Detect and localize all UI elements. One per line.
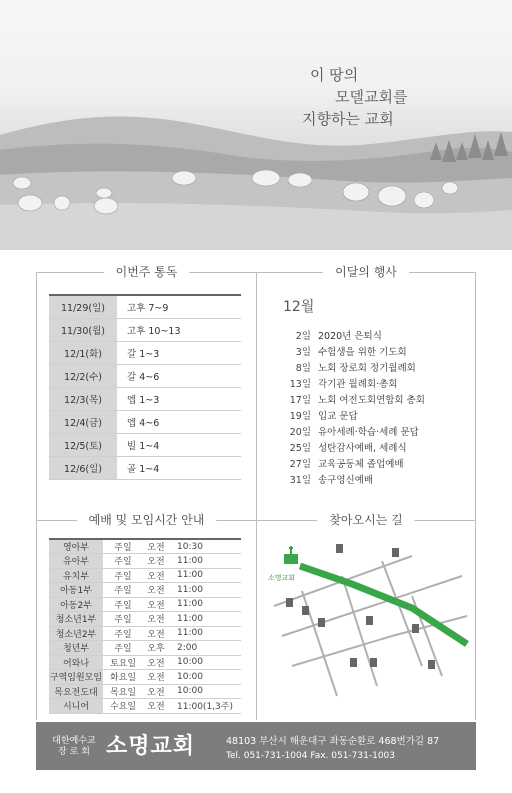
- reading-title: 이번주 통독: [104, 263, 190, 280]
- reading-text: 엡 4~6: [117, 410, 241, 433]
- tagline-line-1: 이 땅의: [310, 66, 359, 84]
- table-row: [49, 539, 241, 554]
- list-item: [268, 377, 468, 393]
- list-item: [268, 457, 468, 473]
- map-drawing: [262, 536, 472, 702]
- worship-name: 유치부: [49, 568, 103, 583]
- events-title: 이달의 행사: [323, 263, 409, 280]
- tagline-line-3: 지향하는 교회: [302, 110, 394, 128]
- reading-date: 12/4(금): [49, 410, 117, 433]
- worship-ampm: 오전: [143, 539, 169, 554]
- worship-ampm: 오후: [143, 641, 169, 656]
- worship-ampm: 오전: [143, 699, 169, 714]
- event-text: 수험생을 위한 기도회: [318, 347, 407, 358]
- worship-time: 10:30: [169, 539, 241, 554]
- table-row: [49, 318, 241, 341]
- worship-time: 11:00(1,3주): [169, 699, 241, 714]
- denomination-line-2: 장 로 회: [58, 747, 90, 757]
- church-address: 48103 부산시 해운대구 좌동순환로 468번가길 87: [226, 736, 440, 747]
- event-day: 31일: [289, 475, 311, 486]
- footer-bar: [36, 722, 476, 770]
- table-row: [49, 583, 241, 598]
- worship-ampm: 오전: [143, 554, 169, 569]
- list-item: [268, 473, 468, 489]
- event-text: 송구영신예배: [318, 475, 374, 486]
- event-day: 3일: [295, 347, 311, 358]
- event-text: 각기관 월례회·총회: [318, 379, 398, 390]
- reading-date: 11/30(월): [49, 318, 117, 341]
- worship-ampm: 오전: [143, 597, 169, 612]
- church-phone: Tel. 051-731-1004 Fax. 051-731-1003: [226, 751, 396, 761]
- map-title: 찾아오시는 길: [317, 511, 414, 528]
- reading-date: 12/5(토): [49, 433, 117, 456]
- worship-time: 11:00: [169, 612, 241, 627]
- table-row: [49, 684, 241, 699]
- table-row: [49, 295, 241, 318]
- denomination: [50, 736, 98, 758]
- reading-text: 고후 10~13: [117, 318, 241, 341]
- list-item: [268, 393, 468, 409]
- worship-time: 11:00: [169, 597, 241, 612]
- worship-day: 주일: [103, 554, 143, 569]
- worship-ampm: 오전: [143, 583, 169, 598]
- worship-day: 수요일: [103, 699, 143, 714]
- list-item: [268, 409, 468, 425]
- worship-day: 목요일: [103, 684, 143, 699]
- location-map: [262, 536, 472, 702]
- worship-name: 유아부: [49, 554, 103, 569]
- table-row: [49, 641, 241, 656]
- worship-time: 2:00: [169, 641, 241, 656]
- events-month: 12월: [283, 299, 315, 315]
- worship-day: 주일: [103, 583, 143, 598]
- worship-ampm: 오전: [143, 684, 169, 699]
- reading-date: 11/29(일): [49, 295, 117, 318]
- event-day: 19일: [289, 411, 311, 422]
- worship-name: 목요전도대: [49, 684, 103, 699]
- event-day: 17일: [289, 395, 311, 406]
- worship-name: 아동1부: [49, 583, 103, 598]
- worship-name: 어와나: [49, 655, 103, 670]
- table-row: [49, 568, 241, 583]
- table-row: [49, 364, 241, 387]
- event-text: 노회 여전도회연합회 총회: [318, 395, 425, 406]
- table-row: [49, 597, 241, 612]
- worship-time: 11:00: [169, 554, 241, 569]
- worship-day: 토요일: [103, 655, 143, 670]
- worship-time: 10:00: [169, 655, 241, 670]
- main-road: [300, 566, 467, 644]
- table-row: [49, 699, 241, 714]
- list-item: [268, 441, 468, 457]
- table-row: [49, 655, 241, 670]
- table-row: [49, 456, 241, 479]
- worship-time: 10:00: [169, 684, 241, 699]
- events-list: [268, 329, 468, 489]
- reading-text: 고후 7~9: [117, 295, 241, 318]
- event-text: 2020년 은퇴식: [318, 331, 382, 342]
- worship-day: 주일: [103, 597, 143, 612]
- event-text: 입교 문답: [318, 411, 358, 422]
- pasture-illustration: [0, 0, 512, 250]
- table-row: [49, 341, 241, 364]
- reading-text: 빌 1~4: [117, 433, 241, 456]
- worship-table: [49, 538, 241, 714]
- worship-ampm: 오전: [143, 612, 169, 627]
- list-item: [268, 361, 468, 377]
- reading-text: 갈 1~3: [117, 341, 241, 364]
- table-row: [49, 433, 241, 456]
- worship-name: 청소년2부: [49, 626, 103, 641]
- worship-day: 화요일: [103, 670, 143, 685]
- event-text: 교육공동체 졸업예배: [318, 459, 404, 470]
- reading-date: 12/1(화): [49, 341, 117, 364]
- event-day: 25일: [289, 443, 311, 454]
- worship-time: 10:00: [169, 670, 241, 685]
- worship-title: 예배 및 모임시간 안내: [77, 511, 217, 528]
- reading-date: 12/6(일): [49, 456, 117, 479]
- reading-text: 엡 1~3: [117, 387, 241, 410]
- worship-ampm: 오전: [143, 626, 169, 641]
- worship-ampm: 오전: [143, 670, 169, 685]
- worship-day: 주일: [103, 539, 143, 554]
- event-text: 유아세례·학습·세례 문답: [318, 427, 419, 438]
- list-item: [268, 345, 468, 361]
- reading-table: [49, 294, 241, 480]
- table-row: [49, 626, 241, 641]
- church-marker: [284, 546, 298, 564]
- worship-time: 11:00: [169, 583, 241, 598]
- tagline: [300, 64, 407, 130]
- worship-name: 영아부: [49, 539, 103, 554]
- reading-text: 골 1~4: [117, 456, 241, 479]
- worship-day: 주일: [103, 626, 143, 641]
- church-name: 소명교회: [106, 734, 196, 759]
- event-day: 13일: [289, 379, 311, 390]
- table-row: [49, 554, 241, 569]
- event-day: 8일: [295, 363, 311, 374]
- worship-name: 청소년1부: [49, 612, 103, 627]
- worship-ampm: 오전: [143, 568, 169, 583]
- worship-name: 청년부: [49, 641, 103, 656]
- event-text: 성탄감사예배, 세례식: [318, 443, 407, 454]
- worship-name: 아동2부: [49, 597, 103, 612]
- list-item: [268, 425, 468, 441]
- reading-text: 갈 4~6: [117, 364, 241, 387]
- worship-day: 주일: [103, 568, 143, 583]
- denomination-line-1: 대한예수교: [52, 736, 96, 746]
- table-row: [49, 410, 241, 433]
- map-church-label: 소명교회: [268, 574, 296, 582]
- tagline-line-2: 모델교회를: [335, 88, 408, 106]
- reading-date: 12/2(수): [49, 364, 117, 387]
- event-day: 27일: [289, 459, 311, 470]
- table-row: [49, 670, 241, 685]
- worship-time: 11:00: [169, 626, 241, 641]
- worship-day: 주일: [103, 641, 143, 656]
- event-day: 20일: [289, 427, 311, 438]
- table-row: [49, 612, 241, 627]
- event-text: 노회 장로회 정기월례회: [318, 363, 416, 374]
- worship-name: 구역임원모임: [49, 670, 103, 685]
- hero-image: [0, 0, 512, 250]
- reading-date: 12/3(목): [49, 387, 117, 410]
- worship-time: 11:00: [169, 568, 241, 583]
- table-row: [49, 387, 241, 410]
- list-item: [268, 329, 468, 345]
- worship-day: 주일: [103, 612, 143, 627]
- worship-name: 시니어: [49, 699, 103, 714]
- worship-ampm: 오전: [143, 655, 169, 670]
- event-day: 2일: [295, 331, 311, 342]
